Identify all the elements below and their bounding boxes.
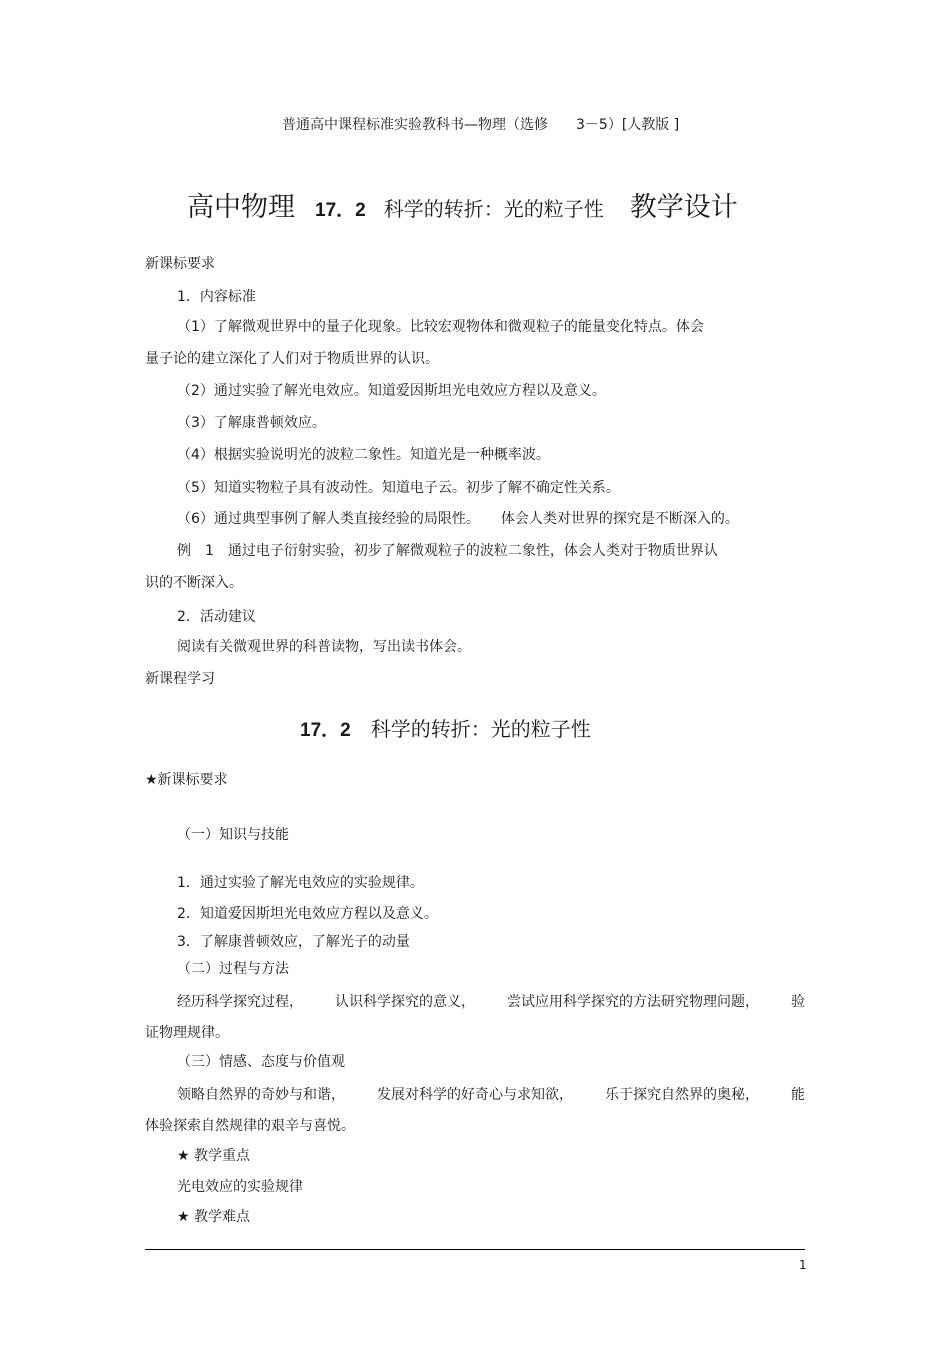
teaching-key-point-text: 光电效应的实验规律: [177, 1179, 303, 1195]
process-phrase: 认识科学探究的意义，: [335, 994, 475, 1010]
title-prefix: 高中物理: [187, 192, 295, 223]
document-title: [187, 191, 738, 228]
knowledge-item-2: 2．知道爱因斯坦光电效应方程以及意义。: [177, 906, 438, 922]
activity-heading: 2．活动建议: [177, 609, 256, 625]
standard-item-2: （2）通过实验了解光电效应。知道爱因斯坦光电效应方程以及意义。: [177, 383, 606, 399]
knowledge-item-1: 1．通过实验了解光电效应的实验规律。: [177, 875, 424, 891]
subtitle-section-number: 17．2: [300, 720, 351, 741]
activity-text: 阅读有关微观世界的科普读物，写出读书体会。: [177, 639, 471, 655]
teaching-key-point-heading: ★ 教学重点: [177, 1148, 251, 1164]
standard-item-5: （5）知道实物粒子具有波动性。知道电子云。初步了解不确定性关系。: [177, 480, 620, 496]
page-number: 1: [799, 1258, 807, 1272]
section-subtitle: [300, 716, 591, 744]
title-suffix: 教学设计: [629, 192, 738, 223]
emotion-phrase: 乐于探究自然界的奥秘，: [605, 1087, 759, 1103]
emotion-values-heading: （三）情感、态度与价值观: [177, 1054, 345, 1070]
emotion-phrase: 能: [791, 1087, 805, 1103]
section-heading-standards: 新课标要求: [145, 256, 215, 272]
teaching-difficulty-heading: ★ 教学难点: [177, 1209, 251, 1225]
content-standard-heading: 1．内容标准: [177, 289, 256, 305]
star-standards-heading: ★新课标要求: [145, 772, 228, 788]
standard-item-4: （4）根据实验说明光的波粒二象性。知道光是一种概率波。: [177, 447, 550, 463]
standard-item-3: （3）了解康普顿效应。: [177, 415, 326, 431]
running-header: 普通高中课程标准实验教科书—物理（选修 3－5）[人教版 ]: [282, 117, 680, 133]
footer-rule: [145, 1249, 805, 1250]
emotion-phrase: 领略自然界的奇妙与和谐，: [177, 1087, 345, 1103]
process-line-1: [145, 993, 805, 1011]
standard-item-6: （6）通过典型事例了解人类直接经验的局限性。 体会人类对世界的探究是不断深入的。: [177, 511, 739, 527]
process-line-2: 证物理规律。: [145, 1025, 229, 1041]
knowledge-item-3: 3．了解康普顿效应，了解光子的动量: [177, 934, 410, 950]
subtitle-topic: 科学的转折：光的粒子性: [370, 717, 591, 741]
process-methods-heading: （二）过程与方法: [177, 961, 289, 977]
emotion-paragraph: [145, 1086, 805, 1135]
process-phrase: 尝试应用科学探究的方法研究物理问题，: [507, 994, 759, 1010]
standard-item-1-line-1: （1）了解微观世界中的量子化现象。比较宏观物体和微观粒子的能量变化特点。体会: [177, 319, 704, 335]
standard-item-1-line-2: 量子论的建立深化了人们对于物质世界的认识。: [145, 351, 439, 367]
example-line-2: 识的不断深入。: [145, 575, 243, 591]
emotion-line-2: 体验探索自然规律的艰辛与喜悦。: [145, 1118, 355, 1134]
process-phrase: 经历科学探究过程，: [177, 994, 303, 1010]
knowledge-skills-heading: （一）知识与技能: [177, 827, 289, 843]
title-topic: 科学的转折：光的粒子性: [383, 197, 604, 221]
title-section-number: 17．2: [315, 200, 366, 221]
emotion-phrase: 发展对科学的好奇心与求知欲，: [377, 1087, 573, 1103]
process-paragraph: [145, 993, 805, 1042]
process-phrase: 验: [791, 994, 805, 1010]
new-course-heading: 新课程学习: [145, 671, 215, 687]
emotion-line-1: [145, 1086, 805, 1104]
example-line-1: 例 1 通过电子衍射实验，初步了解微观粒子的波粒二象性，体会人类对于物质世界认: [177, 543, 718, 559]
